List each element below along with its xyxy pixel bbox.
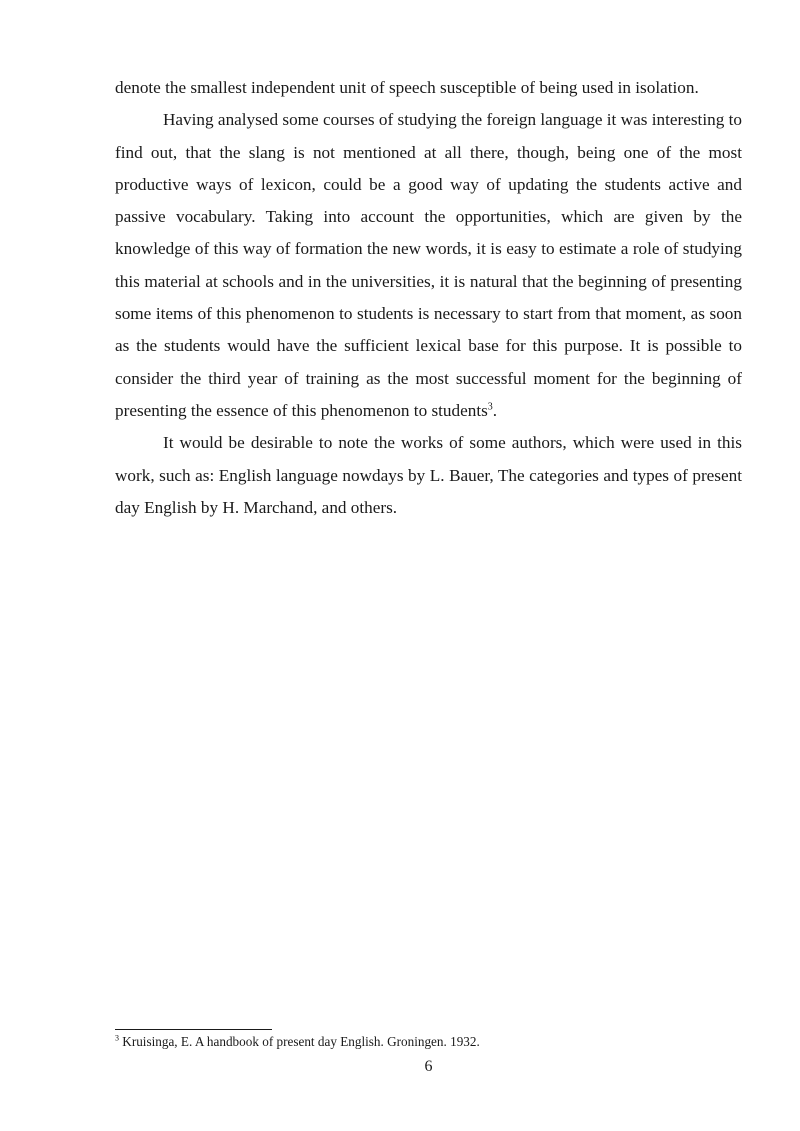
footnote-separator <box>115 1029 272 1030</box>
body-text <box>115 72 742 524</box>
footnote-marker: 3 <box>115 1033 119 1043</box>
footnote <box>115 1034 742 1050</box>
paragraph-text: Having analysed some courses of studying the foreign language it was interesting to find out, that the slang is not mentioned at all there, though, being one of the most productive ways of lexicon, could be a good way of updating the students active and passive vocabulary. Taking into account the opportunities, which are given by the knowledge of this way of formation the new words, it is easy to estimate a role of studying this material at schools and in the universities, it is natural that the beginning of presenting some items of this phenomenon to students is necessary to start from that moment, as soon as the students would have the sufficient lexical base for this purpose. It is possible to consider the third year of training as the most successful moment for the beginning of presenting the essence of this phenomenon to students <box>115 110 742 420</box>
paragraph-end-punctuation: . <box>492 400 498 420</box>
paragraph-continuation: denote the smallest independent unit of speech susceptible of being used in isolation. <box>115 78 699 97</box>
footnote-reference[interactable]: 3 <box>487 401 493 413</box>
paragraph-slang-courses <box>115 104 742 427</box>
paragraph-authors: It would be desirable to note the works of some authors, which were used in this work, such as: English language nowdays by L. Bauer, The categories and types of present day English by H. Marchand, and others. <box>115 433 742 517</box>
footnote-text: Kruisinga, E. A handbook of present day English. Groningen. 1932. <box>119 1034 480 1049</box>
page-number: 6 <box>424 1058 433 1075</box>
